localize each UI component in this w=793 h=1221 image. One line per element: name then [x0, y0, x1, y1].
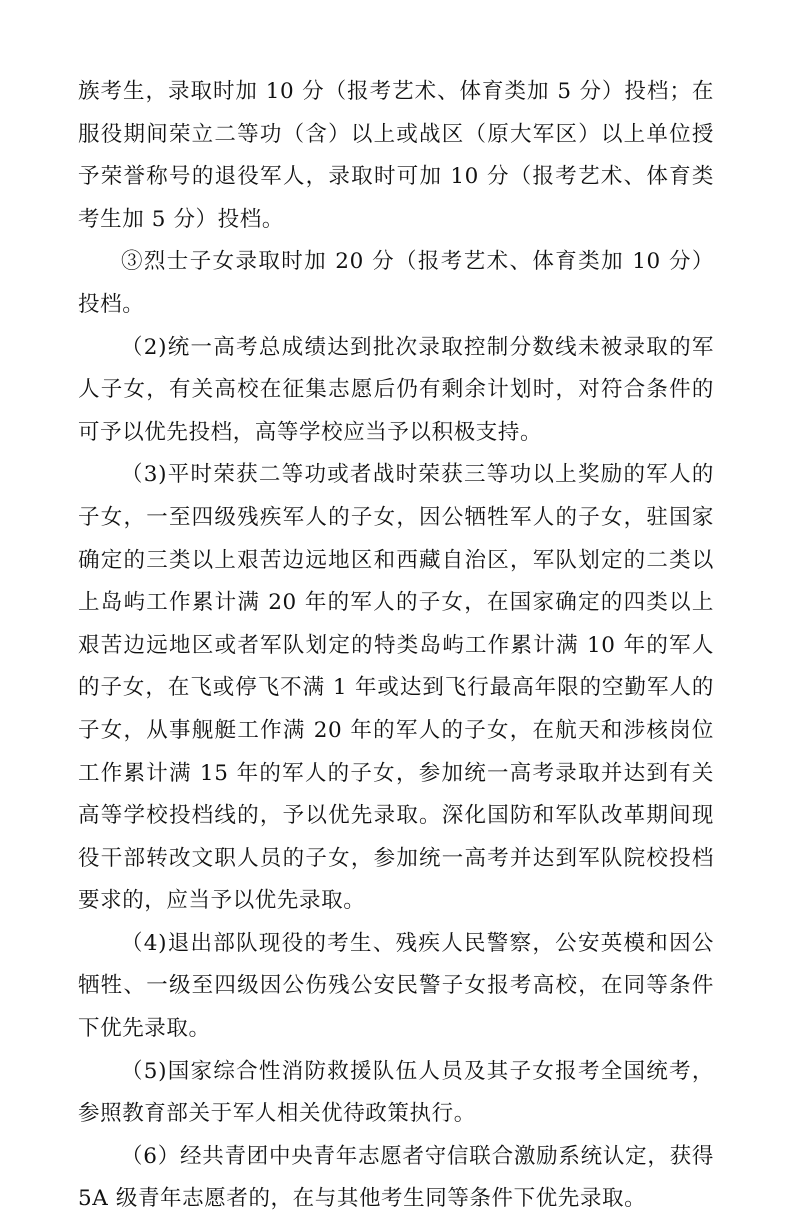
paragraph-item-3: （3)平时荣获二等功或者战时荣获三等功以上奖励的军人的子女，一至四级残疾军人的子女，因公牺牲军人的子女，驻国家确定的三类以上艰苦边远地区和西藏自治区，军队划定的二类以上岛屿工作累计满 20 年的军人的子女，在国家确定的四类以上艰苦边远地区或者军队划定的特类岛屿工作累计满 10 年的军人的子女，在飞或停飞不满 1 年或达到飞行最高年限的空勤军人的子女，从事舰艇工作满 20 年的军人的子女，在航天和涉核岗位工作累计满 15 年的军人的子女，参加统一高考录取并达到有关高等学校投档线的，予以优先录取。深化国防和军队改革期间现役干部转改文职人员的子女，参加统一高考并达到军队院校投档要求的，应当予以优先录取。: [78, 462, 714, 914]
paragraph-martyr-children-bonus: ③烈士子女录取时加 20 分（报考艺术、体育类加 10 分）投档。: [78, 249, 714, 317]
paragraph-ethnic-and-veteran-bonus: 族考生，录取时加 10 分（报考艺术、体育类加 5 分）投档；在服役期间荣立二等功（含）以上或战区（原大军区）以上单位授予荣誉称号的退役军人，录取时可加 10 分（报考艺术、体育类考生加 5 分）投档。: [78, 79, 714, 232]
paragraph-item-5: （5)国家综合性消防救援队伍人员及其子女报考全国统考，参照教育部关于军人相关优待政策执行。: [78, 1058, 714, 1127]
paragraph-item-2: （2)统一高考总成绩达到批次录取控制分数线未被录取的军人子女，有关高校在征集志愿后仍有剩余计划时，对符合条件的可予以优先投档，高等学校应当予以积极支持。: [78, 334, 714, 445]
paragraph-item-4: （4)退出部队现役的考生、残疾人民警察，公安英模和因公牺牲、一级至四级因公伤残公安民警子女报考高校，在同等条件下优先录取。: [78, 930, 714, 1042]
document-body: [78, 71, 714, 1221]
paragraph-item-6: （6）经共青团中央青年志愿者守信联合激励系统认定，获得 5A 级青年志愿者的，在与其他考生同等条件下优先录取。: [78, 1143, 714, 1212]
